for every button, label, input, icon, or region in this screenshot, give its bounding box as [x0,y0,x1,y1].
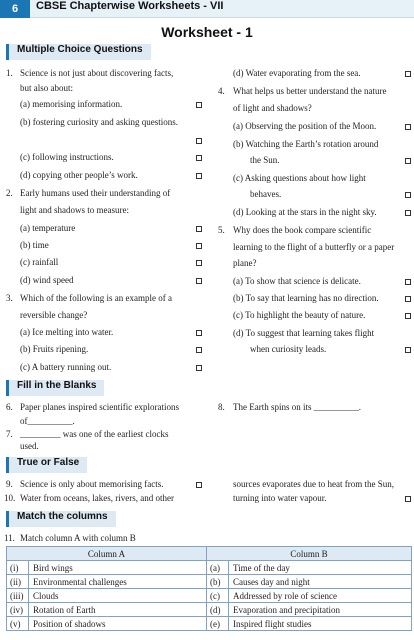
answer-checkbox[interactable] [405,296,411,302]
row-item-b: Addressed by role of science [229,589,412,603]
question-text: sources evaporates due to heat from the Sun, [233,479,394,489]
question-number: 7. [6,429,13,439]
row-key-b: (b) [207,575,229,589]
row-key-a: (iv) [7,603,29,617]
option-text: when curiosity leads. [250,344,327,354]
question-text: The Earth spins on its __________. [233,402,361,412]
row-item-b: Causes day and night [229,575,412,589]
row-key-a: (ii) [7,575,29,589]
answer-checkbox[interactable] [405,210,411,216]
question-number: 1. [6,68,13,78]
answer-checkbox[interactable] [196,482,202,488]
book-title: CBSE Chapterwise Worksheets - VII [36,0,224,12]
option-text: (b) Watching the Earth’s rotation around [233,139,379,149]
question-text: Why does the book compare scientific [233,225,372,235]
table-row [7,575,412,589]
option-text: the Sun. [250,155,280,165]
table-row [7,617,412,631]
option-text: (c) Asking questions about how light [233,173,366,183]
option-text: (c) To highlight the beauty of nature. [233,310,366,320]
option-text: (d) wind speed [20,275,74,285]
row-item-a: Clouds [29,589,207,603]
column-a-header: Column A [7,547,207,561]
option-text: (b) To say that learning has no direction. [233,293,379,303]
section-heading-tf: True or False [6,457,87,473]
option-text: (b) time [20,240,49,250]
option-text: behaves. [250,189,282,199]
row-key-b: (e) [207,617,229,631]
answer-checkbox[interactable] [196,243,202,249]
answer-checkbox[interactable] [196,330,202,336]
answer-checkbox[interactable] [196,102,202,108]
question-text: plane? [233,258,257,268]
row-key-b: (d) [207,603,229,617]
answer-checkbox[interactable] [196,226,202,232]
answer-checkbox[interactable] [196,365,202,371]
page-number: 6 [0,0,30,18]
row-key-b: (c) [207,589,229,603]
option-text: (d) To suggest that learning takes flight [233,328,375,338]
option-text: (a) memorising information. [20,99,123,109]
row-item-b: Time of the day [229,561,412,575]
option-text: (a) To show that science is delicate. [233,276,361,286]
option-text: (c) A battery running out. [20,362,112,372]
question-text: reversible change? [20,310,88,320]
table-row [7,603,412,617]
row-item-b: Evaporation and precipitation [229,603,412,617]
answer-checkbox[interactable] [405,124,411,130]
option-text: (a) Observing the position of the Moon. [233,121,377,131]
answer-checkbox[interactable] [196,260,202,266]
section-heading-mcq: Multiple Choice Questions [6,44,151,60]
question-text: Early humans used their understanding of [20,188,171,198]
section-heading-match: Match the columns [6,511,116,527]
question-text: Science is not just about discovering facts, [20,68,174,78]
question-text: Match column A with column B [20,533,136,543]
worksheet-title: Worksheet - 1 [161,24,253,40]
question-number: 10. [4,493,16,503]
question-number: 8. [218,402,225,412]
row-item-b: Inspired flight studies [229,617,412,631]
row-key-a: (i) [7,561,29,575]
question-text: Paper planes inspired scientific explorations [20,402,179,412]
question-text: Which of the following is an example of a [20,293,172,303]
question-text: Science is only about memorising facts. [20,479,164,489]
answer-checkbox[interactable] [405,313,411,319]
answer-checkbox[interactable] [196,155,202,161]
answer-checkbox[interactable] [196,138,202,144]
row-item-a: Bird wings [29,561,207,575]
option-text: (b) Fruits ripening. [20,344,89,354]
answer-checkbox[interactable] [405,279,411,285]
answer-checkbox[interactable] [405,496,411,502]
answer-checkbox[interactable] [405,347,411,353]
option-text: (d) Water evaporating from the sea. [233,68,361,78]
column-b-header: Column B [207,547,412,561]
answer-checkbox[interactable] [405,192,411,198]
option-text: (c) following instructions. [20,152,114,162]
option-text: (d) copying other people’s work. [20,170,138,180]
section-heading-fill: Fill in the Blanks [6,380,104,396]
match-table [6,546,412,631]
question-number: 5. [218,225,225,235]
question-text: Water from oceans, lakes, rivers, and other [20,493,174,503]
row-item-a: Position of shadows [29,617,207,631]
question-text: of__________. [20,416,75,426]
answer-checkbox[interactable] [405,71,411,77]
question-number: 6. [6,402,13,412]
question-text: What helps us better understand the nature [233,86,387,96]
row-key-b: (a) [207,561,229,575]
row-item-a: Environmental challenges [29,575,207,589]
answer-checkbox[interactable] [196,278,202,284]
answer-checkbox[interactable] [405,158,411,164]
question-number: 4. [218,86,225,96]
question-number: 11. [4,533,15,543]
question-number: 3. [6,293,13,303]
question-text: of light and shadows? [233,103,312,113]
table-row [7,589,412,603]
question-number: 2. [6,188,13,198]
question-text: _________ was one of the earliest clocks [20,429,169,439]
option-text: (c) rainfall [20,257,59,267]
question-text: but also about: [20,83,73,93]
question-text: used. [20,441,39,451]
row-key-a: (v) [7,617,29,631]
answer-checkbox[interactable] [196,173,202,179]
row-key-a: (iii) [7,589,29,603]
question-text: learning to the flight of a butterfly or a paper [233,242,395,252]
question-number: 9. [6,479,13,489]
question-text: turning into water vapour. [233,493,327,503]
option-text: (a) Ice melting into water. [20,327,114,337]
row-item-a: Rotation of Earth [29,603,207,617]
option-text: (a) temperature [20,223,76,233]
table-row [7,561,412,575]
answer-checkbox[interactable] [196,347,202,353]
option-text: (b) fostering curiosity and asking questions. [20,117,178,127]
question-text: light and shadows to measure: [20,205,129,215]
option-text: (d) Looking at the stars in the night sky. [233,207,377,217]
page-header [0,0,414,18]
